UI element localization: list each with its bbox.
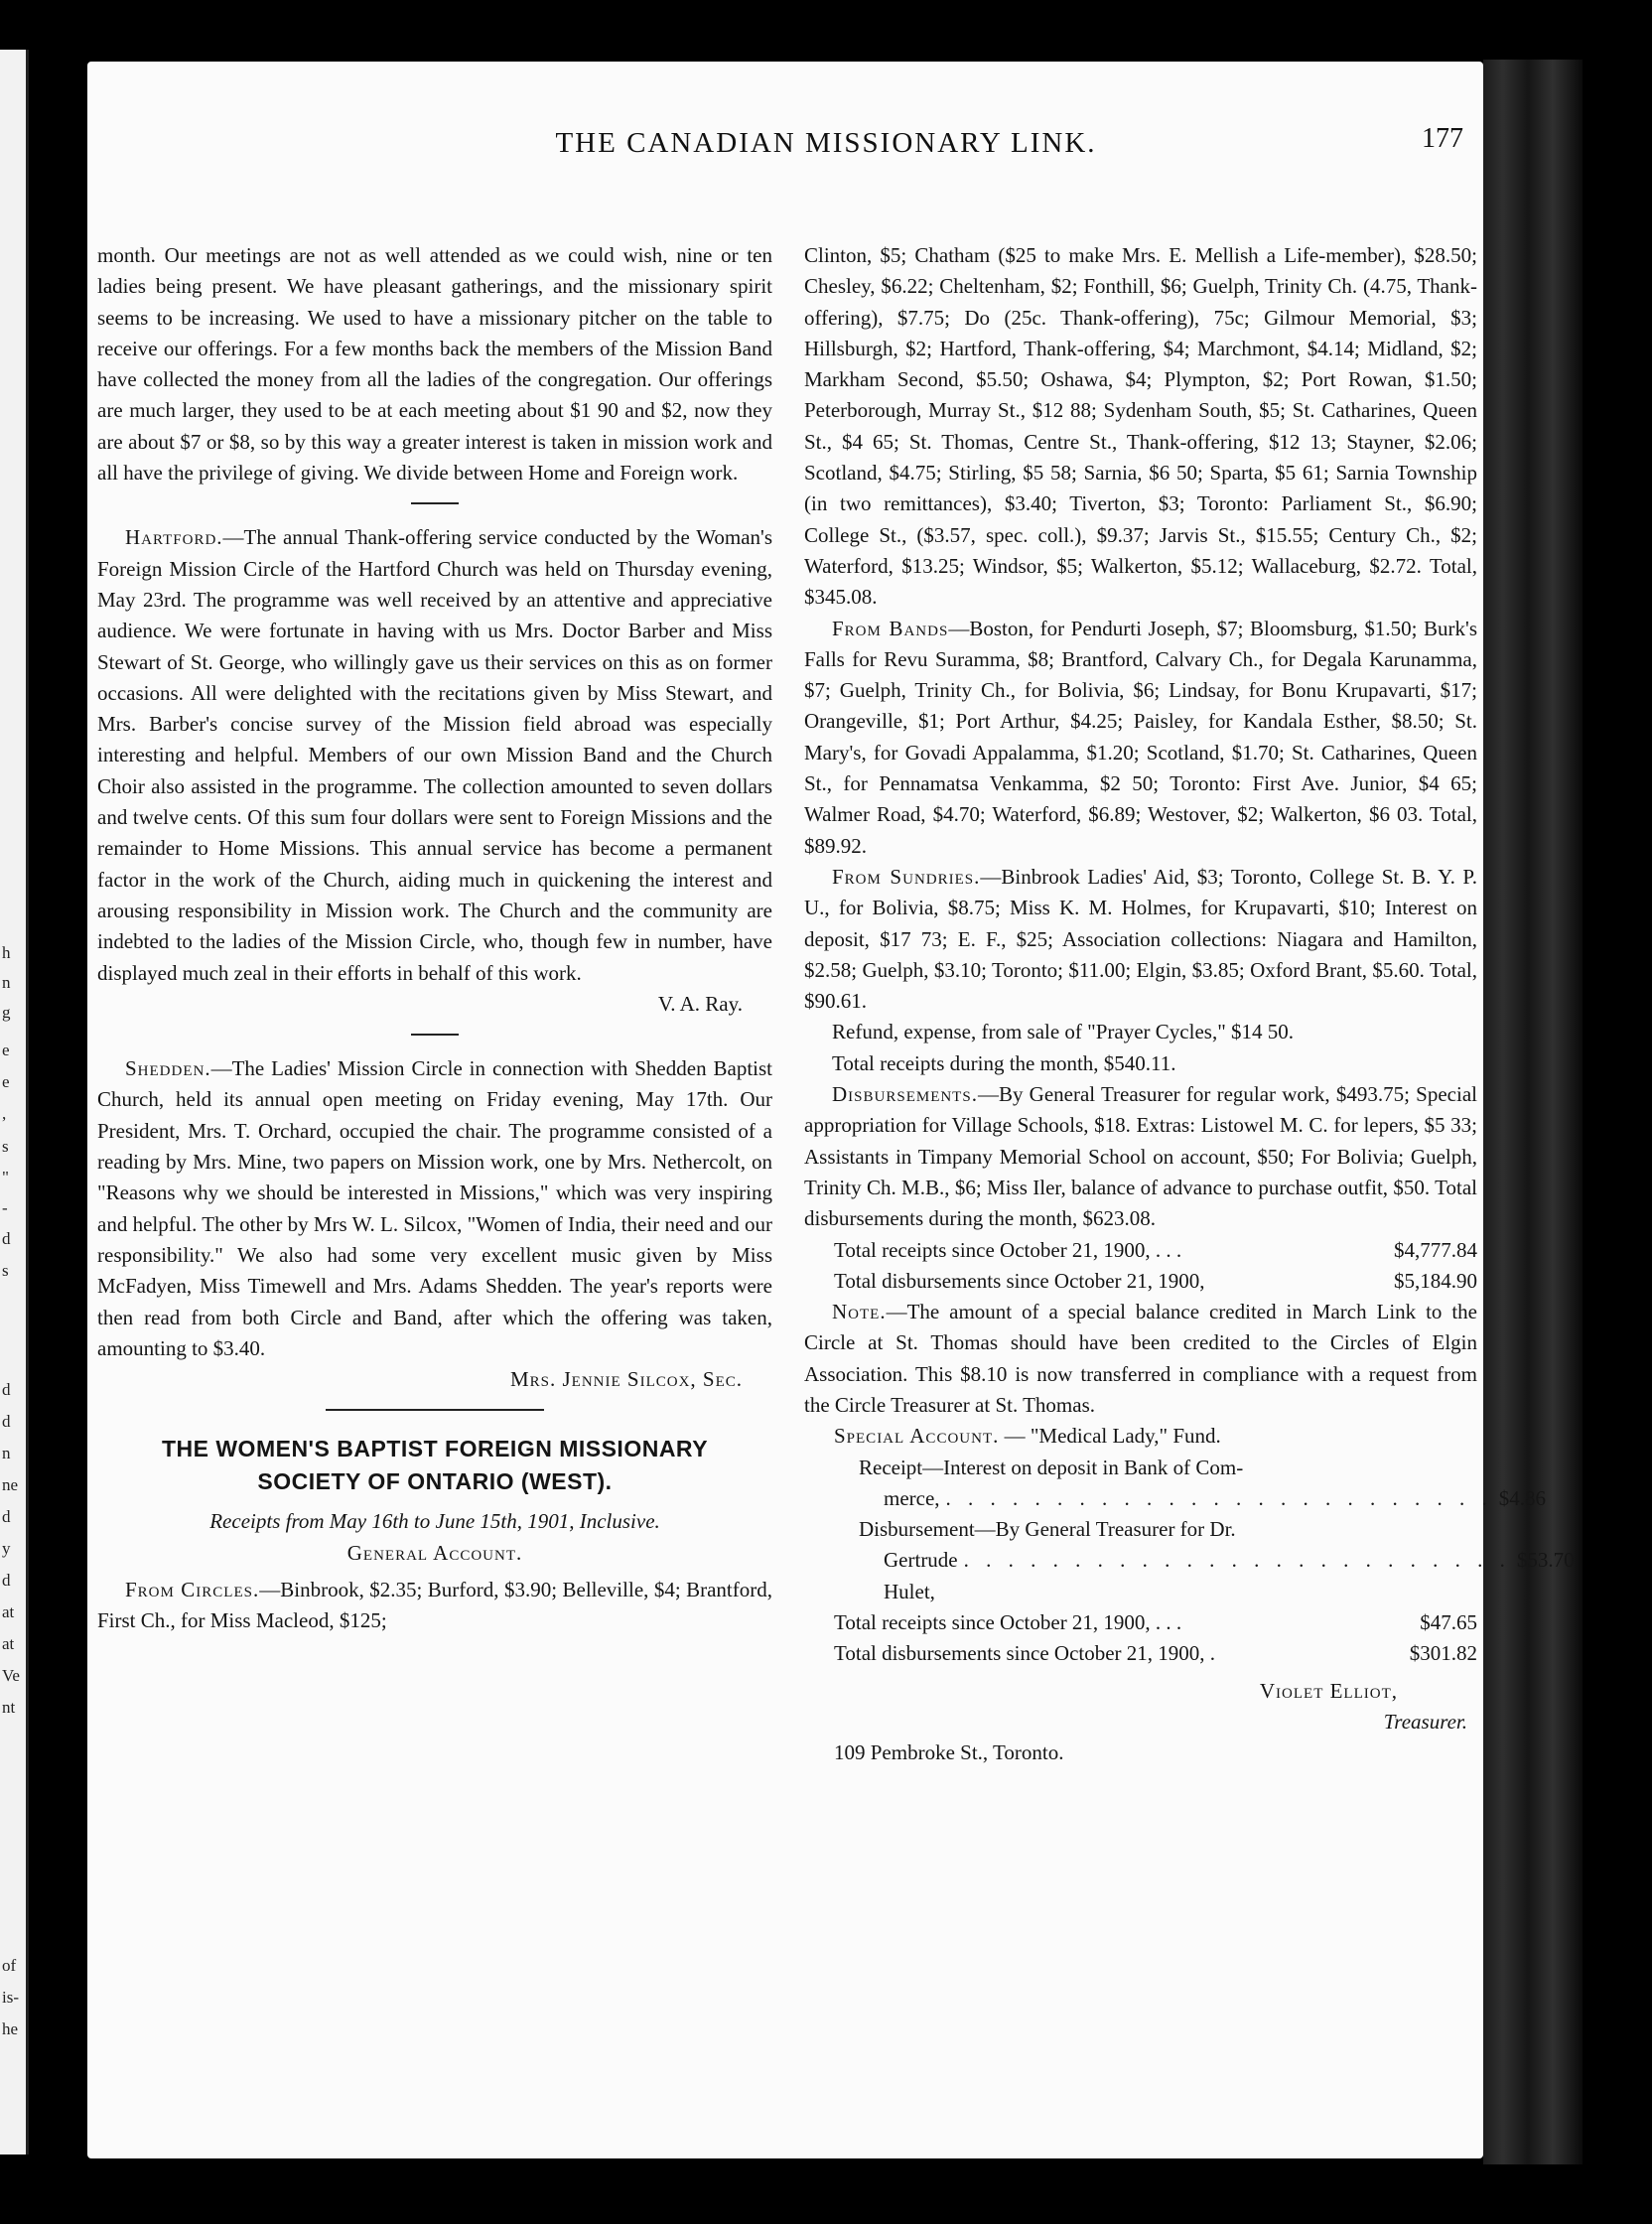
total-disbursements-row [804, 1266, 1477, 1297]
disbursements-heading: Disbursements. [832, 1082, 978, 1107]
receipt-line-1: Receipt—Interest on deposit in Bank of Com- [859, 1455, 1244, 1479]
note-heading: Note. [832, 1300, 887, 1324]
running-head: THE CANADIAN MISSIONARY LINK. [555, 127, 1097, 159]
special-total-disbursements-value: $301.82 [1409, 1641, 1477, 1666]
prev-fragment: n [2, 973, 11, 992]
paragraph-continued: month. Our meetings are not as well attended as we could wish, nine or ten ladies being present. We have pleasant gatherings, and the missionary spirit seems to be increasing. We used to have a missionary pitcher on the table to receive our offerings. For a few months back the members of the Mission Band have collected the money from all the ladies of the congregation. Our offerings are much larger, they used to be at each meeting about $1 90 and $2, now they are about $7 or $8, so by this way a greater interest is taken in mission work and all have the privilege of giving. We divide between Home and Foreign work. [97, 243, 772, 486]
prev-fragment: d [2, 1229, 11, 1248]
shedden-report [97, 1053, 772, 1364]
shedden-text: —The Ladies' Mission Circle in connection with Shedden Baptist Church, held its annual open meeting on Friday evening, May 17th. Our President, Mrs. T. Orchard, occupied the chair. The programme consisted of a reading by Mrs. Mine, two papers on Mission work, one by Mrs. Nethercolt, on "Reasons why we should be interested in Missions," which was very inspiring and helpful. The other by Mrs W. L. Silcox, "Women of India, their need and our responsibility." We also had some very excellent music given by Miss McFadyen, Miss Timewell and Mrs. Adams Shedden. The year's reports were then read from both Circle and Band, after which the offering was taken, amounting to $3.40. [97, 1056, 772, 1360]
society-title-line-1: THE WOMEN'S BAPTIST FOREIGN MISSIONARY [161, 1436, 709, 1462]
disbursements-text: —By General Treasurer for regular work, $493.75; Special appropriation for Village Schools, $18. Extras: Listowel M. C. for lepers, $5 33; Assistants in Timpany Memorial School on account, $50; For Bolivia; Guelph, Trinity Ch. M.B., $6; Miss Iler, balance of advance to purchase outfit, $50. Total disbursements during the month, $623.08. [804, 1082, 1477, 1231]
shedden-heading: Shedden. [125, 1056, 211, 1081]
previous-page-edge [0, 50, 29, 2154]
treasurer-name: Violet Elliot, [1259, 1678, 1398, 1703]
prev-fragment: s [2, 1137, 9, 1156]
prev-fragment: s [2, 1261, 9, 1280]
special-account-fund: — "Medical Lady," Fund. [1004, 1424, 1221, 1449]
circles-text: —Binbrook, $2.35; Burford, $3.90; Belleville, $4; Brantford, First Ch., for Miss Macleod, $125; [97, 1577, 772, 1633]
prev-fragment: d [2, 1412, 11, 1431]
circles-receipts [97, 1575, 772, 1637]
general-account-heading: General Account. [346, 1540, 523, 1565]
page-number: 177 [1422, 123, 1463, 154]
dot-leader: . . . . . . . . . . . . . . . . . . . . . . . . . [963, 1548, 1511, 1573]
disbursement-line-2 [804, 1545, 1575, 1607]
prev-fragment: at [2, 1602, 15, 1621]
special-total-disbursements-row [804, 1638, 1477, 1669]
bands-receipts [804, 614, 1477, 862]
receipt-line-2 [804, 1483, 1547, 1514]
total-receipts-label: Total receipts since October 21, 1900, . . . [834, 1237, 1182, 1262]
receipt-label: merce, [884, 1485, 940, 1510]
prev-fragment: e [2, 1041, 10, 1059]
society-title-line-2: SOCIETY OF ONTARIO (WEST). [257, 1468, 613, 1495]
hartford-report [97, 522, 772, 988]
sundries-text: —Binbrook Ladies' Aid, $3; Toronto, College St. B. Y. P. U., for Bolivia, $8.75; Miss K. M. Holmes, for Krupavarti, $10; Interest on deposit, $17 73; E. F., $25; Association collections: Niagara and Hamilton, $2.58; Guelph, $3.10; Toronto; $11.00; Elgin, $3.85; Oxford Brant, $5.60. Total, $90.61. [804, 864, 1477, 1014]
total-disbursements-value: $5,184.90 [1394, 1268, 1477, 1293]
prev-fragment: d [2, 1571, 11, 1590]
receipt-value: $4.86 [1498, 1485, 1547, 1510]
total-receipts-row [804, 1235, 1477, 1266]
prev-fragment: y [2, 1539, 11, 1558]
total-disbursements-label: Total disbursements since October 21, 1900, [834, 1268, 1205, 1293]
bands-text: —Boston, for Pendurti Joseph, $7; Bloomsburg, $1.50; Burk's Falls for Revu Suramma, $8; Brantford, Calvary Ch., for Degala Karunamma, $7; Guelph, Trinity Ch., for Bolivia, $6; Lindsay, for Bonu Krupavarti, $17; Orangeville, $1; Port Arthur, $4.25; Paisley, for Kandala Esther, $8.50; St. Mary's, for Govadi Appalamma, $1.20; Scotland, $1.70; St. Catharines, Queen St., for Pennamatsa Venkamma, $2 50; Toronto: First Ave. Junior, $4 65; Walmer Road, $4.70; Waterford, $6.89; Westover, $2; Walkerton, $6 03. Total, $89.92. [804, 616, 1477, 858]
prev-fragment: g [2, 1003, 11, 1022]
bands-heading: From Bands [832, 616, 949, 640]
total-receipts-value: $4,777.84 [1394, 1237, 1477, 1262]
dot-leader: . . . . . . . . . . . . . . . . . . . . . . . . . [945, 1485, 1493, 1510]
prev-fragment: at [2, 1634, 15, 1653]
treasurer-address: 109 Pembroke St., Toronto. [834, 1740, 1064, 1765]
shedden-signature: Mrs. Jennie Silcox, Sec. [509, 1367, 743, 1392]
hartford-heading: Hartford. [125, 525, 223, 550]
note-text: —The amount of a special balance credited in March Link to the Circle at St. Thomas should have been credited to the Circles of Elgin Association. This $8.10 is now transferred in compliance with a request from the Circle Treasurer at St. Thomas. [804, 1300, 1477, 1417]
prev-fragment: nt [2, 1698, 16, 1717]
divider [411, 1034, 459, 1036]
special-total-receipts-row [804, 1607, 1477, 1638]
prev-fragment: is- [2, 1988, 19, 2007]
disbursement-value: $53.70 [1516, 1548, 1575, 1573]
sundries-heading: From Sundries. [832, 864, 981, 889]
prev-fragment: e [2, 1072, 10, 1091]
divider [411, 502, 459, 504]
receipts-period: Receipts from May 16th to June 15th, 1901, Inclusive. [209, 1509, 660, 1534]
prev-fragment: h [2, 943, 11, 962]
disbursement-label: Gertrude Hulet, [884, 1548, 958, 1603]
prev-fragment: , [2, 1104, 7, 1123]
prev-fragment: he [2, 2019, 19, 2038]
treasurer-title: Treasurer. [1383, 1709, 1467, 1734]
prev-fragment: " [2, 1168, 9, 1186]
section-divider [326, 1409, 544, 1411]
prev-fragment: d [2, 1380, 11, 1399]
special-account [804, 1421, 1477, 1452]
disbursement-line-1: Disbursement—By General Treasurer for Dr. [859, 1517, 1236, 1542]
prev-fragment: ne [2, 1475, 19, 1494]
right-column [804, 240, 1575, 1769]
prev-fragment: d [2, 1507, 11, 1526]
special-account-heading: Special Account. [834, 1424, 1000, 1449]
prev-fragment: Ve [2, 1666, 20, 1685]
special-total-disbursements-label: Total disbursements since October 21, 1900, . [834, 1641, 1216, 1666]
circles-receipts-continued: Clinton, $5; Chatham ($25 to make Mrs. E. Mellish a Life-member), $28.50; Chesley, $6.22; Cheltenham, $2; Fonthill, $6; Guelph, Trinity Ch. (4.75, Thank-offering), $7.75; Do (25c. Thank-offering), 75c; Gilmour Memorial, $3; Hillsburgh, $2; Hartford, Thank-offering, $4; Marchmont, $4.14; Midland, $2; Markham Second, $5.50; Oshawa, $4; Plympton, $2; Port Rowan, $1.50; Peterborough, Murray St., $12 88; Sydenham South, $5; St. Catharines, Queen St., $4 65; St. Thomas, Centre St., Thank-offering, $12 13; Stayner, $2.06; Scotland, $4.75; Stirling, $5 58; Sarnia, $6 50; Sparta, $5 61; Sarnia Township (in two remittances), $3.40; Tiverton, $3; Toronto: Parliament St., $6.90; College St., ($3.57, spec. coll.), $9.37; Jarvis St., $15.55; Century Ch., $2; Waterford, $13.25; Windsor, $5; Walkerton, $5.12; Wallaceburg, $2.72. Total, $345.08. [804, 243, 1477, 610]
monthly-total: Total receipts during the month, $540.11. [832, 1050, 1176, 1075]
prev-fragment: n [2, 1444, 11, 1462]
prev-fragment: of [2, 1956, 17, 1975]
note [804, 1297, 1477, 1421]
refund-line: Refund, expense, from sale of "Prayer Cycles," $14 50. [832, 1020, 1295, 1044]
sundries-receipts [804, 862, 1477, 1017]
book-spine [1483, 60, 1583, 2164]
left-column [97, 240, 772, 1637]
hartford-signature: V. A. Ray. [657, 991, 743, 1016]
disbursements [804, 1079, 1477, 1234]
prev-fragment: - [2, 1198, 8, 1217]
special-total-receipts-value: $47.65 [1420, 1610, 1477, 1635]
hartford-text: —The annual Thank-offering service conducted by the Woman's Foreign Mission Circle of the Hartford Church was held on Thursday evening, May 23rd. The programme was well received by an attentive and appreciative audience. We were fortunate in having with us Mrs. Doctor Barber and Miss Stewart of St. George, who willingly gave us their services on this as on former occasions. All were delighted with the recitations given by Miss Stewart, and Mrs. Barber's concise survey of the Mission field abroad was especially interesting and helpful. Members of our own Mission Band and the Church Choir also assisted in the programme. The collection amounted to seven dollars and twelve cents. Of this sum four dollars were sent to Foreign Missions and the remainder to Home Missions. This annual service has become a permanent factor in the work of the Church, aiding much in quickening the interest and arousing responsibility in Mission work. The Church and the community are indebted to the ladies of the Mission Circle, who, though few in number, have displayed much zeal in their efforts in behalf of this work. [97, 525, 772, 985]
circles-heading: From Circles. [125, 1577, 260, 1601]
special-total-receipts-label: Total receipts since October 21, 1900, . . . [834, 1610, 1182, 1635]
